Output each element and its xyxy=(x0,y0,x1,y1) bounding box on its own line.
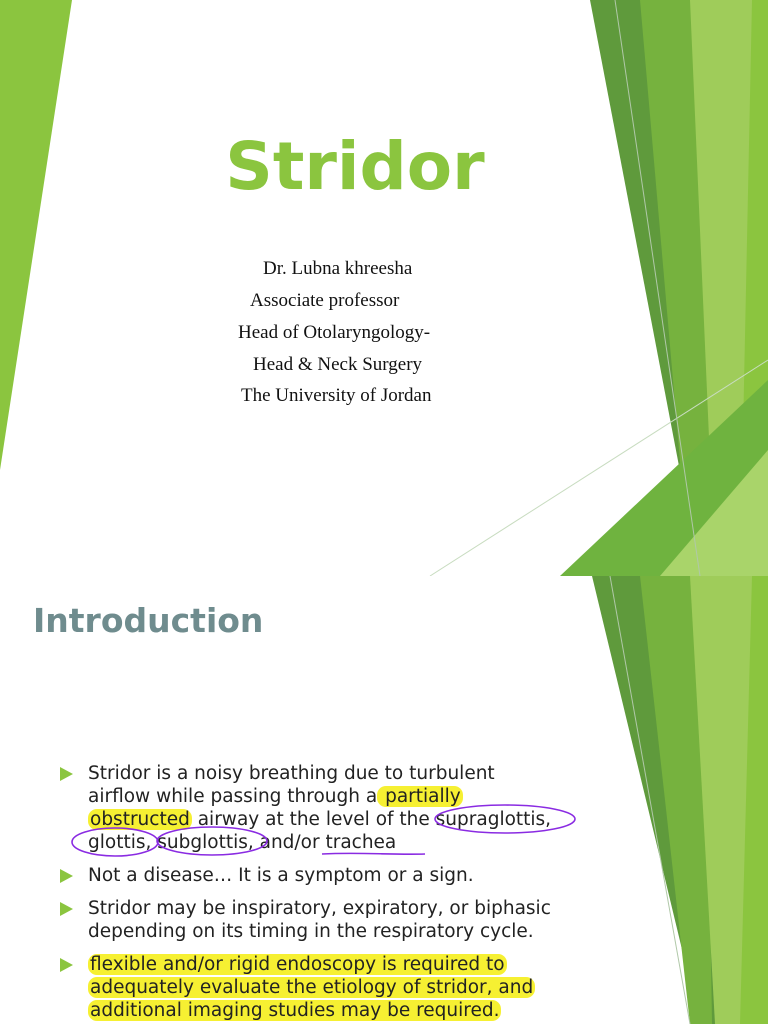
author-position: Associate professor xyxy=(250,290,400,311)
author-name: Dr. Lubna khreesha xyxy=(263,258,413,279)
highlighted-text: additional imaging studies may be required. xyxy=(90,1000,500,1021)
bullet-list xyxy=(60,762,570,1024)
highlighted-text: partially xyxy=(379,786,461,807)
author-university: The University of Jordan xyxy=(241,385,432,406)
highlighted-text: flexible and/or rigid endoscopy is required to xyxy=(90,954,505,975)
author-department: Head of Otolaryngology- xyxy=(238,322,431,343)
bullet-text: and/or trachea xyxy=(253,832,397,853)
bullet-item-symptom xyxy=(60,864,570,887)
bullet-text: airflow while passing through a xyxy=(88,786,378,807)
bullet-text: Stridor is a noisy breathing due to turbulent xyxy=(88,763,495,784)
bullet-arrow-icon xyxy=(60,902,73,916)
bullet-text: Stridor may be inspiratory, expiratory, or biphasic xyxy=(88,898,551,919)
bullet-text: depending on its timing in the respiratory cycle. xyxy=(88,921,534,942)
circled-text: glottis, xyxy=(88,832,152,853)
left-green-stripe xyxy=(0,0,72,470)
bullet-arrow-icon xyxy=(60,958,73,972)
bullet-item-definition xyxy=(60,762,570,854)
highlighted-text: adequately evaluate the etiology of stridor, and xyxy=(90,977,534,998)
slide-title: Stridor xyxy=(225,128,485,205)
bullet-arrow-icon xyxy=(60,767,73,781)
section-title: Introduction xyxy=(33,601,264,640)
bullet-text: airway at the level of the xyxy=(191,809,430,830)
circled-text: supraglottis, xyxy=(429,809,552,830)
bullet-item-endoscopy xyxy=(60,953,570,1022)
bullet-arrow-icon xyxy=(60,869,73,883)
introduction-slide xyxy=(0,576,768,1024)
bullet-text: Not a disease… It is a symptom or a sign. xyxy=(88,865,474,886)
author-department-2: Head & Neck Surgery xyxy=(253,354,423,375)
bullet-item-timing xyxy=(60,897,570,943)
highlighted-text: obstructed xyxy=(90,809,190,830)
circled-text: subglottis, xyxy=(151,832,254,853)
